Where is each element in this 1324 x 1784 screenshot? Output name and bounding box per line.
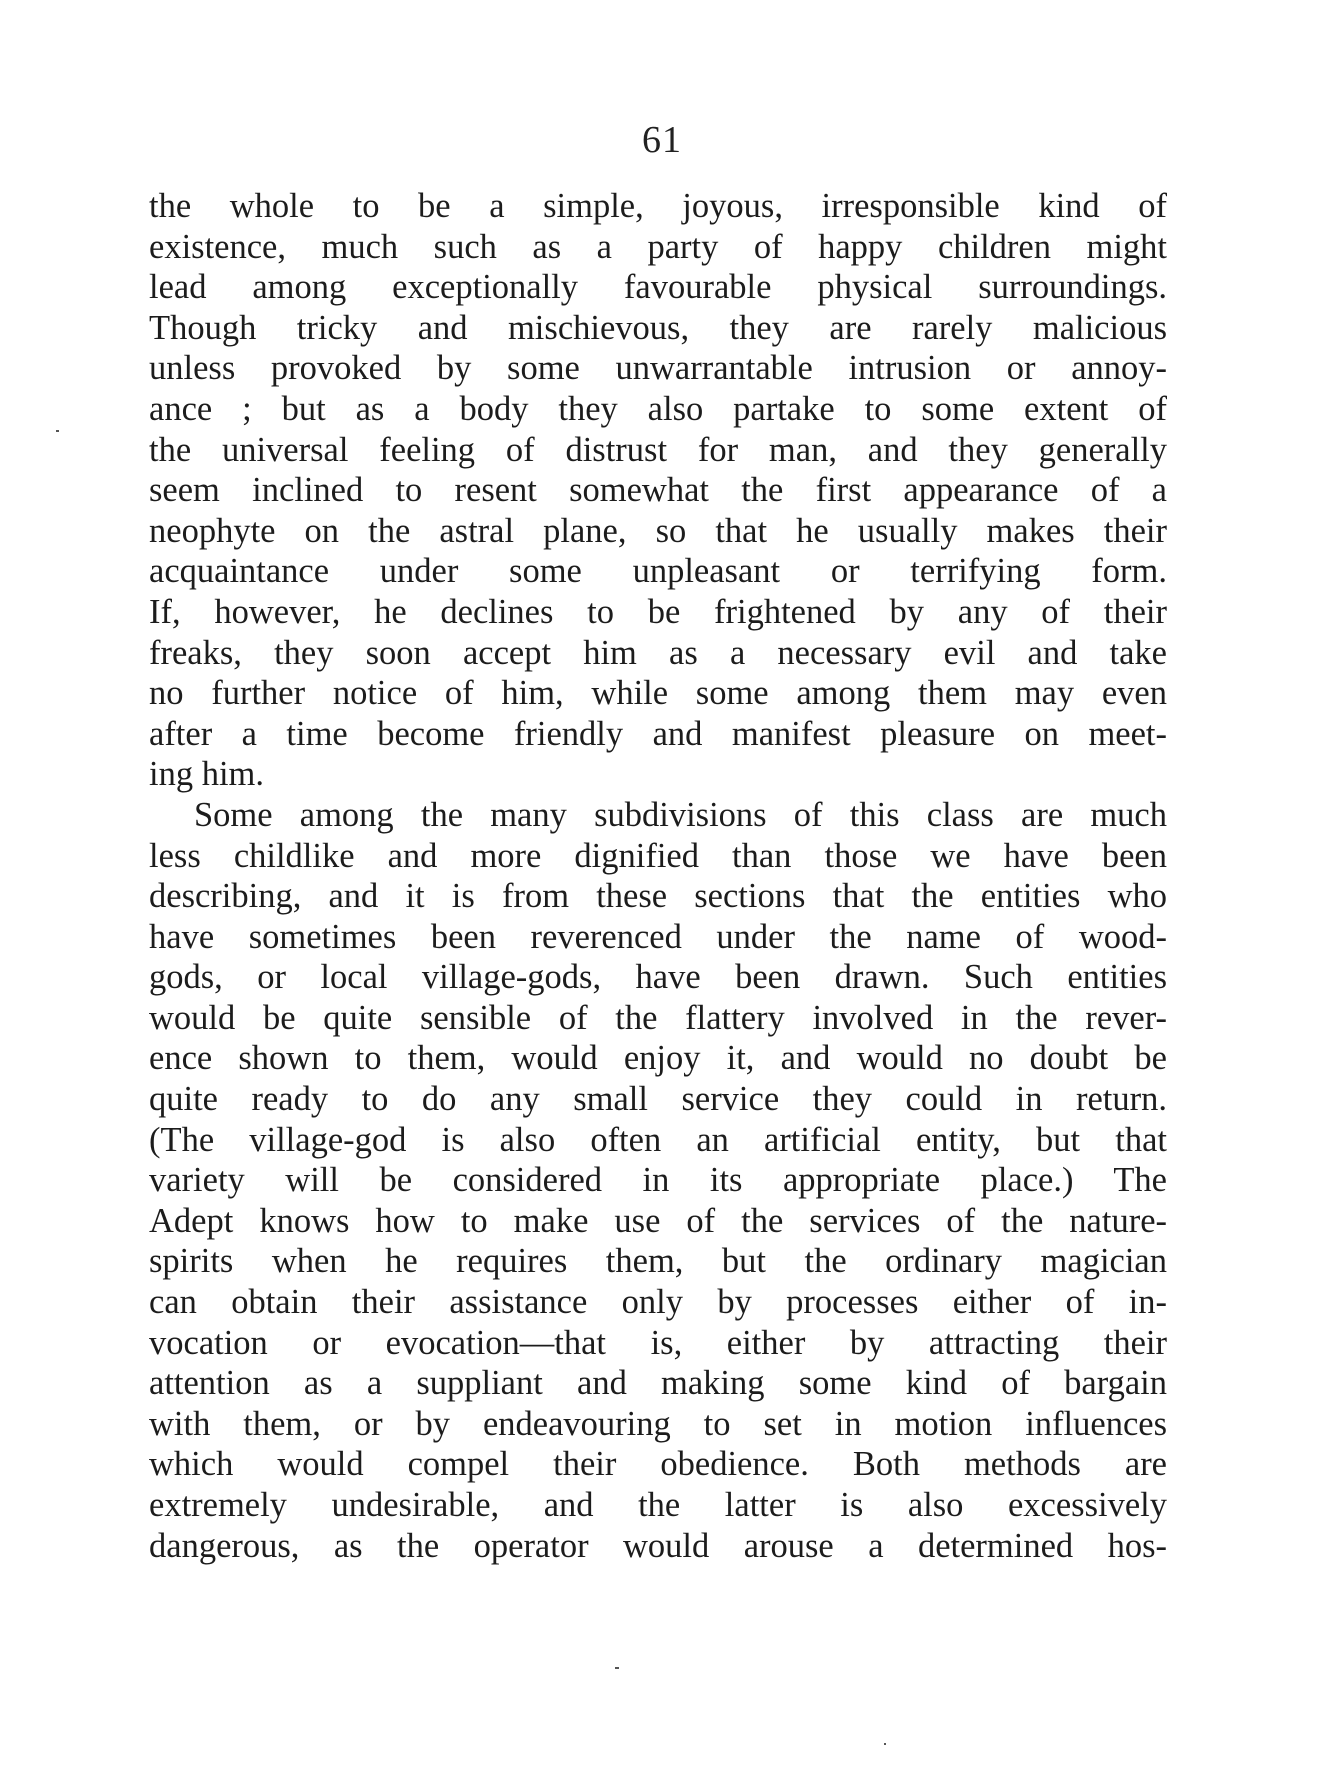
paragraph [149,186,1167,795]
text-line: freaks, they soon accept him as a necessary evil and take [149,633,1167,672]
text-line: variety will be considered in its appropriate place.) The [149,1161,1167,1200]
text-line: which would compel their obedience. Both methods are [149,1445,1167,1484]
text-line: no further notice of him, while some among them may even [149,674,1167,713]
text-line: with them, or by endeavouring to set in motion influences [149,1404,1167,1443]
text-line: Some among the many subdivisions of this class are much [194,795,1167,834]
text-line: gods, or local village-gods, have been drawn. Such entities [149,958,1167,997]
text-line: ing him. [149,755,265,794]
text-line: acquaintance under some unpleasant or terrifying form. [149,552,1167,591]
body-text [149,186,1167,1566]
text-line: less childlike and more dignified than those we have been [149,836,1167,875]
text-line: spirits when he requires them, but the ordinary magician [149,1242,1167,1281]
text-line: ance ; but as a body they also partake to some extent of [149,389,1167,428]
text-line: the universal feeling of distrust for man, and they generally [149,430,1167,469]
scan-speck [615,1667,619,1669]
text-line: would be quite sensible of the flattery involved in the rever- [149,998,1167,1037]
text-line: existence, much such as a party of happy children might [149,227,1167,266]
text-line: seem inclined to resent somewhat the first appearance of a [149,471,1167,510]
text-line: neophyte on the astral plane, so that he usually makes their [149,511,1167,550]
text-line: extremely undesirable, and the latter is also excessively [149,1486,1167,1524]
text-line: the whole to be a simple, joyous, irresponsible kind of [149,187,1167,225]
text-line: lead among exceptionally favourable physical surroundings. [149,268,1167,307]
text-line: attention as a suppliant and making some kind of bargain [149,1364,1167,1403]
text-line: after a time become friendly and manifest pleasure on meet- [149,714,1167,753]
text-line: describing, and it is from these sections that the entities who [149,877,1167,916]
scan-speck [884,1743,886,1745]
scan-speck [56,430,59,432]
text-line: Adept knows how to make use of the services of the nature- [149,1201,1167,1240]
text-line: If, however, he declines to be frightened by any of their [149,592,1167,631]
text-line: have sometimes been reverenced under the name of wood- [149,917,1167,956]
text-line: unless provoked by some unwarrantable intrusion or annoy- [149,349,1167,388]
text-line: quite ready to do any small service they could in return. [149,1080,1167,1119]
text-line: Though tricky and mischievous, they are rarely malicious [149,308,1167,347]
text-line: dangerous, as the operator would arouse a determined hos- [149,1526,1167,1565]
text-line: ence shown to them, would enjoy it, and would no doubt be [149,1039,1167,1078]
text-line: vocation or evocation—that is, either by attracting their [149,1323,1167,1362]
page-number: 61 [642,119,682,161]
paragraph [149,795,1167,1566]
text-line: can obtain their assistance only by processes either of in- [149,1283,1167,1322]
text-line: (The village-god is also often an artificial entity, but that [149,1120,1167,1159]
